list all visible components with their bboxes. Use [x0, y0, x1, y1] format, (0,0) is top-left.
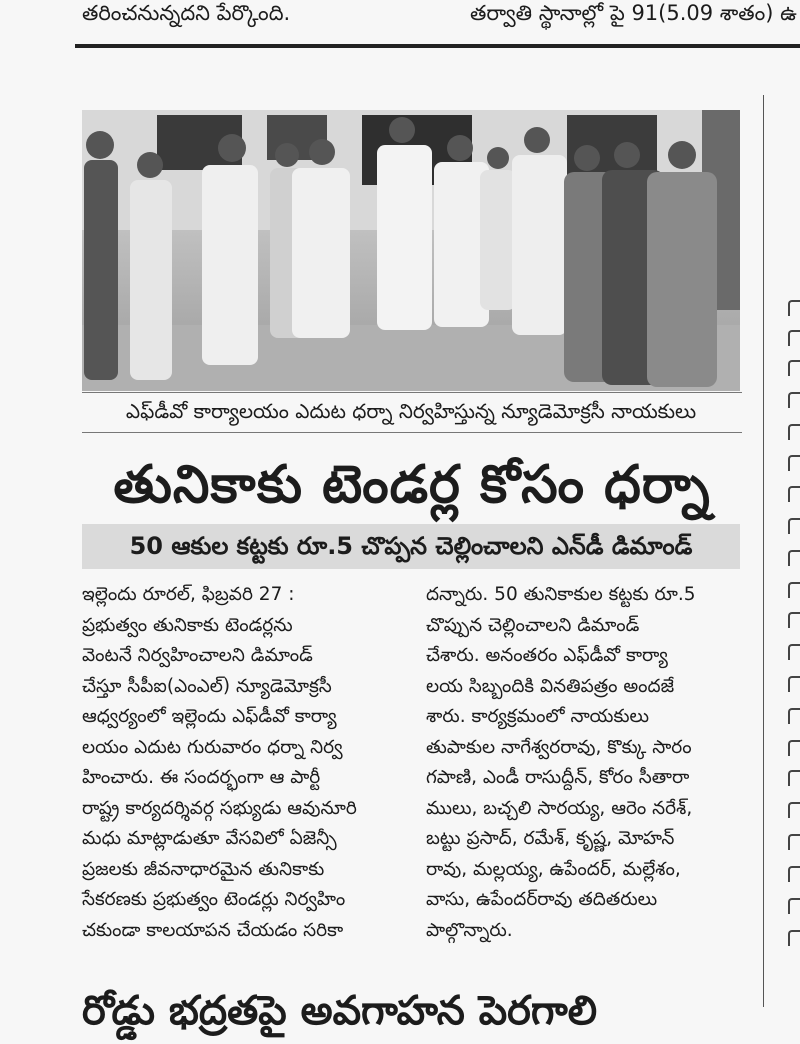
- article-line: దన్నారు. 50 తునికాకుల కట్టకు రూ.5: [426, 584, 696, 605]
- column-rule: [763, 95, 764, 1007]
- subheadline: 50 ఆకుల కట్టకు రూ.5 చొప్పన చెల్లించాలని ఎన్‌డీ డిమాండ్: [82, 524, 740, 569]
- article-line: చకుండా కాలయాపన చేయడం సరికా: [82, 919, 344, 941]
- article-line: సేకరణకు ప్రభుత్వం టెండర్లు నిర్వహిం: [82, 889, 346, 910]
- article-line: ప్రజలకు జీవనాధారమైన తునికాకు: [82, 858, 325, 880]
- article-line: చొప్పున చెల్లించాలని డిమాండ్‌: [426, 614, 640, 636]
- article-line: ఆధ్వర్యంలో ఇల్లెందు ఎఫ్‌డీవో కార్యా: [82, 706, 337, 727]
- previous-article-snippet-left: తరించనున్నదని పేర్కొంది.: [82, 1, 291, 25]
- news-photo: [82, 110, 740, 391]
- article-body-left-column: [82, 580, 412, 946]
- article-line: పాల్గొన్నారు.: [426, 919, 513, 941]
- article-line: చేస్తూ సీపీఐ(ఎంఎల్‌) న్యూడెమోక్రసీ: [82, 675, 332, 697]
- article-line: తుపాకుల నాగేశ్వరరావు, కొక్కు సారం: [426, 736, 692, 758]
- protest-photo-illustration: [82, 110, 740, 391]
- caption-bottom-rule: [82, 432, 742, 433]
- article-line: ప్రభుత్వం తునికాకు టెండర్లను: [82, 614, 293, 636]
- article-line: మధు మాట్లాడుతూ వేసవిలో ఏజెన్సీ: [82, 828, 337, 849]
- article-line: లయ సిబ్బందికి వినతిపత్రం అందజే: [426, 675, 675, 697]
- article-line: హించారు. ఈ సందర్భంగా ఆ పార్టీ: [82, 767, 321, 788]
- previous-article-snippet-right: తర్వాతి స్థానాల్లో పై 91(5.09 శాతం) ఉ: [470, 1, 797, 25]
- article-line: రాష్ట్ర కార్యదర్శివర్గ సభ్యుడు ఆవునూరి: [82, 797, 357, 819]
- article-line: గపాణి, ఎండీ రాసుద్దీన్‌, కోరం సీతారా: [426, 767, 690, 788]
- section-divider: [75, 44, 800, 48]
- photo-caption: ఎఫ్‌డీవో కార్యాలయం ఎదుట ధర్నా నిర్వహిస్తున్న న్యూడెమోక్రసీ నాయకులు: [125, 399, 697, 423]
- caption-top-rule: [82, 392, 742, 393]
- article-line: బట్టు ప్రసాద్‌, రమేశ్‌, కృష్ణ, మోహన్‌: [426, 828, 675, 849]
- article-line: ములు, బచ్చలి సారయ్య, ఆరెం నరేశ్‌,: [426, 797, 693, 819]
- article-line: ఇల్లెందు రూరల్‌, ఫిబ్రవరి 27 :: [82, 584, 295, 605]
- next-article-headline: రోడ్డు భద్రతపై అవగాహన పెరగాలి: [82, 988, 598, 1034]
- article-body-right-column: [426, 580, 756, 946]
- headline: తునికాకు టెండర్ల కోసం ధర్నా: [113, 455, 711, 515]
- article-line: శారు. కార్యక్రమంలో నాయకులు: [426, 706, 650, 727]
- article-line: చేశారు. అనంతరం ఎఫ్‌డీవో కార్యా: [426, 645, 668, 666]
- article-line: వాసు, ఉపేందర్‌రావు తదితరులు: [426, 889, 658, 910]
- article-line: లయం ఎదుట గురువారం ధర్నా నిర్వ: [82, 736, 343, 758]
- article-line: రావు, మల్లయ్య, ఉపేందర్‌, మల్లేశం,: [426, 858, 681, 880]
- article-line: వెంటనే నిర్వహించాలని డిమాండ్‌: [82, 645, 313, 666]
